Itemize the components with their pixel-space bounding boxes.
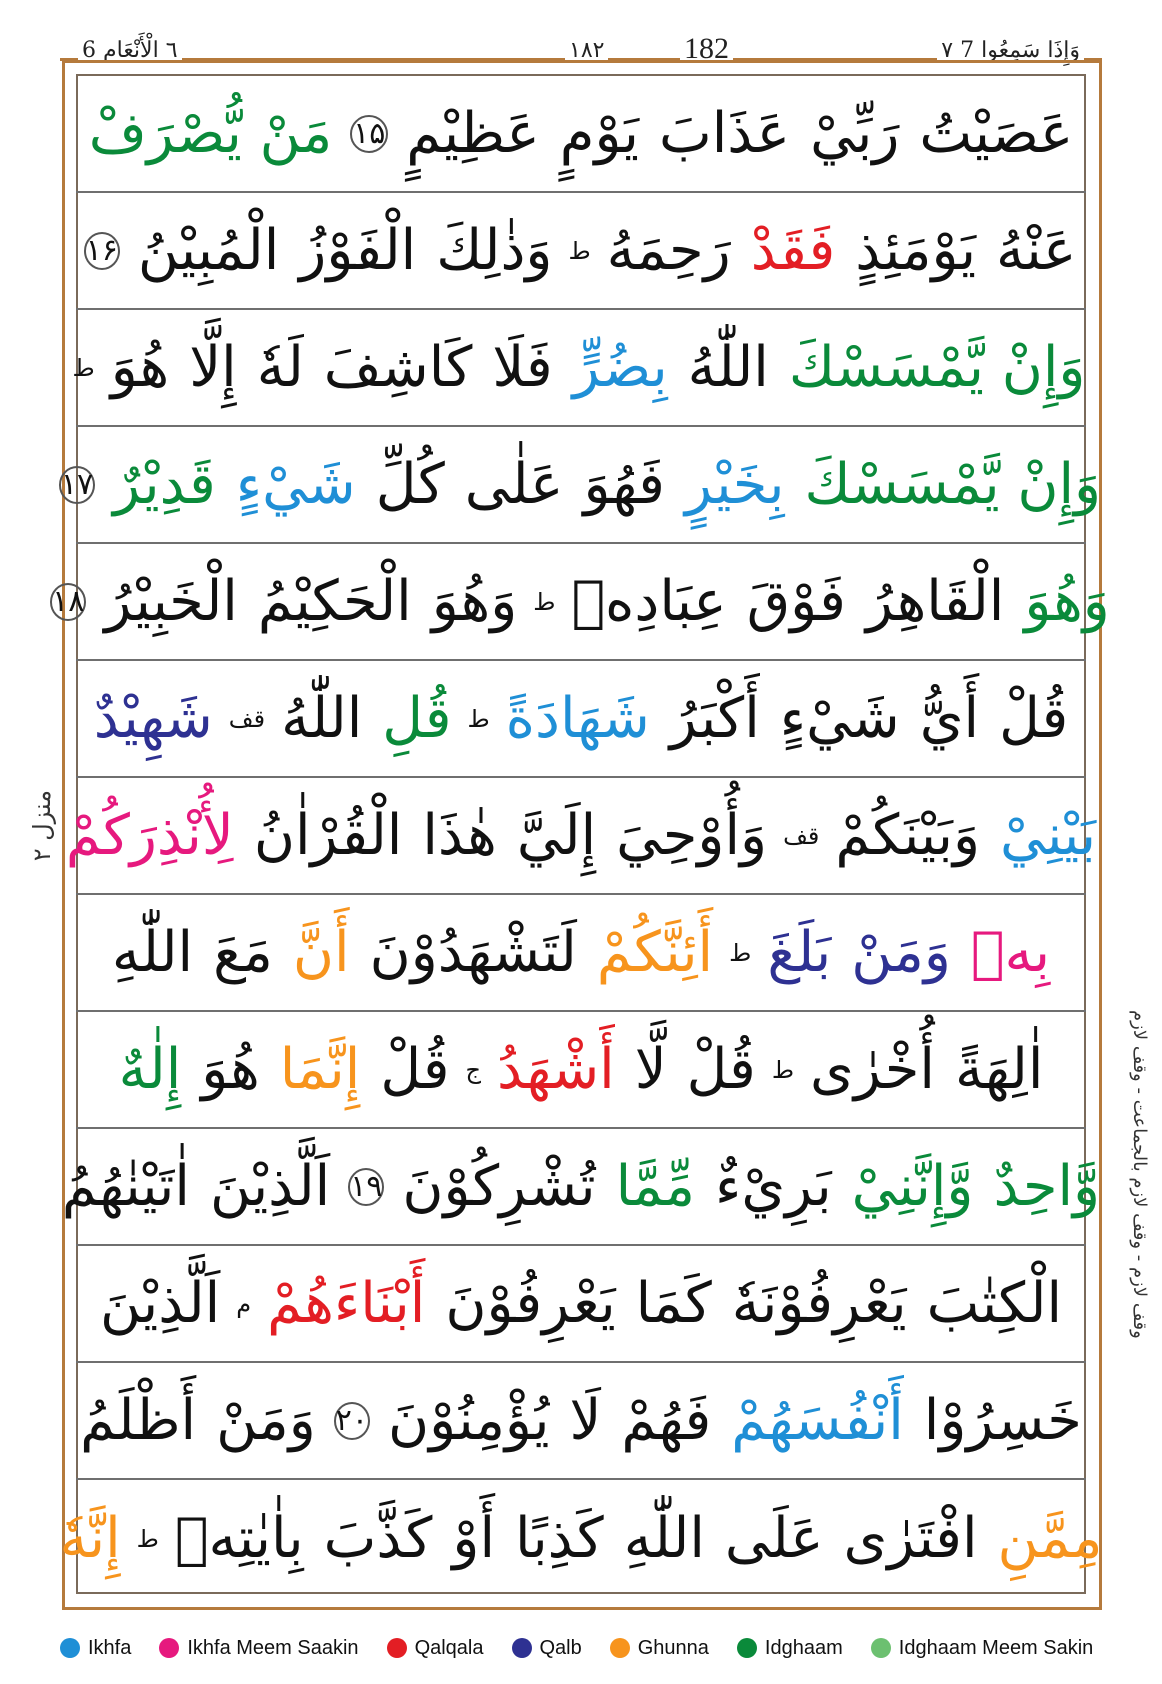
legend-item — [512, 1637, 582, 1660]
waqf-sign: ط — [136, 1524, 159, 1553]
word: إِنَّمَا — [279, 1037, 361, 1102]
word: اٰتَيْنٰهُمُ — [61, 1154, 190, 1219]
word: أَكْبَرُ — [669, 686, 760, 751]
word: وَأُوْحِيَ — [616, 803, 768, 868]
waqf-sign: قف — [783, 821, 820, 850]
ayah-number-marker: ۲۰ — [335, 1402, 368, 1438]
waqf-sign: ط — [568, 236, 591, 265]
word: اَلَّذِيْنَ — [209, 1154, 331, 1219]
word: كُلِّ — [375, 452, 445, 517]
ayah-number-marker: ۱۶ — [85, 232, 118, 268]
waqf-note: وقف لازم - وقف لازم بالجماعت - وقف لازم — [1129, 1010, 1150, 1339]
word: كَذَّبَ — [323, 1506, 433, 1571]
legend-label: Ikhfa — [88, 1636, 132, 1659]
text-line — [59, 1480, 1103, 1597]
word: شَهَادَةً — [505, 686, 650, 751]
word: وَهُوَ — [1024, 569, 1110, 634]
ayah-number-marker: ۱۵ — [350, 115, 388, 153]
word: يُؤْمِنُوْنَ — [387, 1388, 550, 1453]
waqf-sign: م — [236, 1289, 252, 1318]
word: فَوْقَ — [746, 569, 846, 634]
word: بِخَيْرٍ — [684, 452, 785, 517]
word: وَهُوَ — [431, 569, 518, 634]
word: وَمَنْ — [851, 920, 951, 985]
word: لَتَشْهَدُوْنَ — [369, 920, 577, 985]
word: كَمَا — [635, 1271, 712, 1336]
word: وَبَيْنَكُمْ — [835, 803, 981, 868]
word: عَلَى — [724, 1506, 824, 1571]
tajweed-legend — [60, 1628, 1121, 1668]
word: شَيْءٍ — [779, 686, 900, 751]
legend-label: Qalqala — [414, 1636, 484, 1659]
word: يَوْمَئِذٍ — [855, 218, 977, 283]
legend-color-dot — [512, 1638, 532, 1658]
word: أَئِنَّكُمْ — [596, 920, 714, 985]
word: لَّا — [634, 1037, 667, 1102]
waqf-sign: قف — [228, 704, 266, 733]
word: اللّٰهِ — [623, 1506, 705, 1571]
text-line — [76, 661, 1086, 778]
word: اللّٰهِ — [111, 920, 194, 985]
word: قُلْ — [999, 686, 1069, 751]
word: يَعْرِفُوْنَهٗ — [731, 1271, 907, 1336]
text-line — [76, 1363, 1086, 1480]
word: رَحِمَهُ — [606, 218, 731, 283]
word: هٰذَا — [422, 803, 497, 868]
word: إِنَّهٗ — [59, 1506, 121, 1571]
word: هُوَ — [110, 335, 170, 400]
word: عَنْهُ — [996, 218, 1077, 283]
word: كَاشِفَ — [323, 335, 473, 400]
juz-label: ٦ الْأَنْعَام 6 — [78, 38, 182, 63]
word: مِّمَّا — [615, 1154, 696, 1219]
waqf-sign: ج — [465, 1055, 482, 1084]
word: لَهٗ — [256, 335, 304, 400]
text-line — [72, 310, 1086, 427]
legend-color-dot — [159, 1638, 179, 1658]
text-line — [61, 1129, 1101, 1246]
word: بِضُرٍّ — [572, 335, 668, 400]
text-line — [76, 1246, 1086, 1363]
word: قُلْ — [686, 1037, 756, 1102]
legend-color-dot — [737, 1638, 757, 1658]
legend-item — [387, 1637, 484, 1660]
word: وَذٰلِكَ — [436, 218, 553, 283]
word: بِاٰيٰتِهٖ — [174, 1506, 304, 1571]
legend-color-dot — [387, 1638, 407, 1658]
ayah-number-marker: ۱۷ — [60, 466, 94, 502]
word: اَلَّذِيْنَ — [99, 1271, 221, 1336]
legend-label: Ghunna — [637, 1636, 709, 1659]
word: الْمُبِيْنُ — [137, 218, 280, 283]
word: اللّٰهُ — [687, 335, 769, 400]
word: اللّٰهُ — [281, 686, 363, 751]
word: إِلٰهٌ — [118, 1037, 182, 1102]
word: بَلَغَ — [767, 920, 832, 985]
word: أَبْنَاءَهُمْ — [267, 1271, 426, 1336]
word: أُخْرٰى — [810, 1037, 935, 1102]
word: وَإِنْ يَّمْسَسْكَ — [788, 335, 1086, 400]
word: وَّإِنَّنِيْ — [851, 1154, 974, 1219]
word: عَذَابَ — [658, 101, 791, 166]
word: مَنْ يُّصْرَفْ — [88, 101, 333, 166]
word: أَيُّ — [919, 686, 980, 751]
word: الْفَوْزُ — [299, 218, 417, 283]
word: الْحَكِيْمُ — [257, 569, 412, 634]
text-line — [65, 778, 1097, 895]
word: تُشْرِكُوْنَ — [402, 1154, 596, 1219]
word: خَسِرُوْا — [923, 1388, 1082, 1453]
word: مِمَّنِ — [997, 1506, 1103, 1571]
ayah-number-marker: ۱۸ — [52, 583, 85, 619]
legend-label: Qalb — [539, 1636, 582, 1659]
word: يَوْمٍ — [559, 101, 639, 166]
word: يَعْرِفُوْنَ — [445, 1271, 616, 1336]
manzil-label: منزل ۲ — [28, 790, 56, 862]
legend-item — [60, 1637, 131, 1660]
word: عَصَيْتُ — [919, 101, 1074, 166]
legend-label: Idghaam Meem Sakin — [898, 1636, 1094, 1659]
word: فَهُمْ — [621, 1388, 712, 1453]
word: رَبِّيْ — [810, 101, 900, 166]
word: بِهٖ — [970, 920, 1051, 985]
text-line — [52, 544, 1110, 661]
word: كَذِبًا — [515, 1506, 604, 1571]
legend-item — [610, 1637, 709, 1660]
text-line — [76, 895, 1086, 1012]
word: افْتَرٰى — [843, 1506, 978, 1571]
word: أَنْفُسَهُمْ — [731, 1388, 904, 1453]
word: قُلْ — [380, 1037, 450, 1102]
word: شَهِيْدٌ — [93, 686, 213, 751]
legend-item — [737, 1637, 843, 1660]
legend-color-dot — [60, 1638, 80, 1658]
word: أَظْلَمُ — [80, 1388, 197, 1453]
page-number: 182 — [680, 32, 733, 66]
legend-item — [871, 1637, 1094, 1660]
word: قُلِ — [382, 686, 452, 751]
word: قَدِيْرٌ — [113, 452, 216, 517]
word: أَوْ — [452, 1506, 496, 1571]
word: إِلَيَّ — [516, 803, 597, 868]
word: هُوَ — [201, 1037, 260, 1102]
word: وَّاحِدٌ — [993, 1154, 1101, 1219]
word: اٰلِهَةً — [954, 1037, 1044, 1102]
word: الْخَبِيْرُ — [104, 569, 238, 634]
legend-label: Ikhfa Meem Saakin — [187, 1636, 359, 1659]
waqf-sign: ط — [533, 587, 556, 616]
text-line — [76, 193, 1086, 310]
word: عَظِيْمٍ — [406, 101, 540, 166]
word: لَا — [569, 1388, 602, 1453]
waqf-sign: ط — [467, 704, 490, 733]
word: مَعَ — [213, 920, 273, 985]
word: أَشْهَدُ — [497, 1037, 615, 1102]
word: فَلَا — [492, 335, 553, 400]
waqf-sign: ط — [771, 1055, 795, 1084]
word: عَلٰى — [464, 452, 564, 517]
text-line — [76, 1012, 1086, 1129]
text-line — [76, 76, 1086, 193]
word: وَإِنْ يَّمْسَسْكَ — [804, 452, 1102, 517]
word: عِبَادِهٖ — [571, 569, 727, 634]
word: إِلَّا — [189, 335, 237, 400]
legend-color-dot — [871, 1638, 891, 1658]
word: فَهُوَ — [583, 452, 665, 517]
ayah-number-marker: ۱۹ — [350, 1168, 383, 1204]
word: الْقُرْاٰنُ — [253, 803, 403, 868]
word: وَمَنْ — [216, 1388, 316, 1453]
word: الْكِتٰبَ — [926, 1271, 1063, 1336]
word: أَنَّ — [292, 920, 350, 985]
word: شَيْءٍ — [235, 452, 356, 517]
word: لِأُنْذِرَكُمْ — [65, 803, 234, 868]
word: بَرِيْءٌ — [715, 1154, 832, 1219]
word: الْقَاهِرُ — [865, 569, 1005, 634]
urdu-page-number: ۱۸۲ — [565, 38, 608, 63]
text-line — [60, 427, 1102, 544]
legend-label: Idghaam — [764, 1636, 843, 1659]
surah-label: وَإِذَا سَمِعُوا 7 ٧ — [937, 38, 1084, 63]
legend-item — [159, 1637, 358, 1660]
waqf-sign: ط — [72, 353, 95, 382]
word: فَقَدْ — [750, 218, 836, 283]
legend-color-dot — [610, 1638, 630, 1658]
word: بَيْنِيْ — [1000, 803, 1097, 868]
waqf-sign: ط — [729, 938, 752, 967]
